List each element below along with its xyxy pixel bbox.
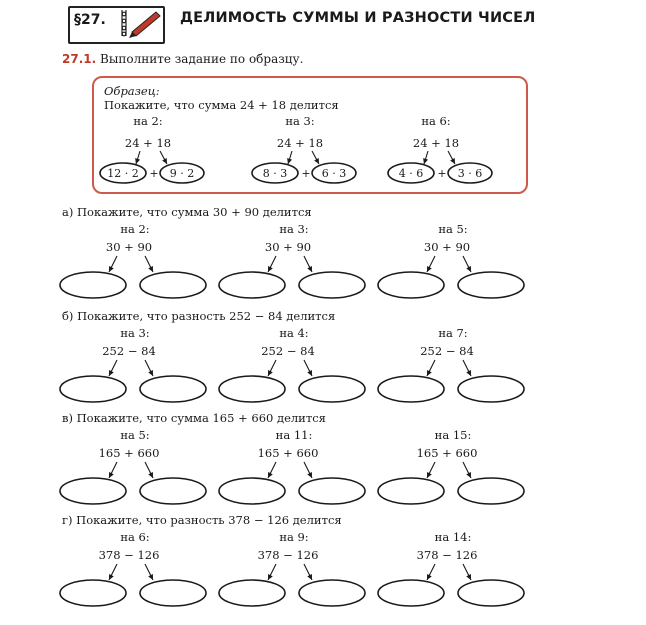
- answer-oval-right: [458, 376, 524, 402]
- part-arrow-left: [427, 462, 435, 478]
- answer-oval-left: [378, 478, 444, 504]
- answer-oval-left: [219, 272, 285, 298]
- answer-oval-left: [60, 376, 126, 402]
- part-arrow-left: [268, 462, 276, 478]
- answer-oval-right: [458, 580, 524, 606]
- part-expression: 30 + 90: [105, 240, 153, 254]
- answer-oval-left: [219, 478, 285, 504]
- example-divisor-label: на 3:: [285, 114, 315, 128]
- part-expression: 30 + 90: [423, 240, 471, 254]
- part-divisor-label: на 3:: [279, 222, 309, 236]
- part-arrow-right: [304, 256, 312, 272]
- answer-oval-left: [378, 580, 444, 606]
- answer-oval-left: [60, 272, 126, 298]
- part-expression: 378 − 126: [416, 548, 478, 562]
- section-number: §27.: [74, 12, 106, 28]
- part-expression: 165 + 660: [416, 446, 478, 460]
- part-title: г) Покажите, что разность 378 − 126 делится: [62, 513, 342, 527]
- part-divisor-label: на 3:: [120, 326, 150, 340]
- part-expression: 30 + 90: [264, 240, 312, 254]
- part-arrow-right: [145, 256, 153, 272]
- part-expression: 252 − 84: [420, 344, 474, 358]
- part-arrow-right: [463, 564, 471, 580]
- task-instruction: Выполните задание по образцу.: [100, 52, 304, 66]
- part-arrow-left: [109, 462, 117, 478]
- section-title: ДЕЛИМОСТЬ СУММЫ И РАЗНОСТИ ЧИСЕЛ: [180, 10, 536, 26]
- part-divisor-label: на 5:: [438, 222, 468, 236]
- part-expression: 252 − 84: [102, 344, 156, 358]
- part-arrow-left: [427, 360, 435, 376]
- part-expression: 165 + 660: [98, 446, 160, 460]
- answer-oval-left: [219, 580, 285, 606]
- example-plus-sign: +: [301, 167, 311, 180]
- answer-oval-right: [458, 272, 524, 298]
- part-arrow-right: [463, 360, 471, 376]
- part-divisor-label: на 15:: [434, 428, 472, 442]
- part-title: б) Покажите, что разность 252 − 84 делится: [62, 309, 336, 323]
- part-arrow-right: [304, 564, 312, 580]
- example-right-term: 3 · 6: [457, 167, 483, 180]
- example-arrow-left: [135, 151, 140, 164]
- example-divisor-label: на 6:: [421, 114, 451, 128]
- answer-oval-left: [378, 376, 444, 402]
- part-arrow-left: [268, 360, 276, 376]
- answer-oval-left: [219, 376, 285, 402]
- answer-oval-right: [299, 376, 365, 402]
- part-arrow-right: [463, 256, 471, 272]
- part-divisor-label: на 9:: [279, 530, 309, 544]
- example-expression: 24 + 18: [412, 136, 460, 150]
- part-title: в) Покажите, что сумма 165 + 660 делится: [62, 411, 326, 425]
- example-title: Образец:: [104, 84, 160, 98]
- part-arrow-right: [145, 462, 153, 478]
- answer-oval-right: [140, 376, 206, 402]
- example-arrow-left: [423, 151, 428, 164]
- part-divisor-label: на 11:: [275, 428, 313, 442]
- answer-oval-right: [140, 580, 206, 606]
- answer-oval-left: [60, 478, 126, 504]
- example-left-term: 8 · 3: [262, 167, 288, 180]
- answer-oval-right: [458, 478, 524, 504]
- part-arrow-left: [109, 564, 117, 580]
- answer-oval-right: [140, 478, 206, 504]
- part-divisor-label: на 5:: [120, 428, 150, 442]
- part-arrow-left: [268, 256, 276, 272]
- example-right-term: 9 · 2: [169, 167, 195, 180]
- answer-oval-right: [140, 272, 206, 298]
- part-title: а) Покажите, что сумма 30 + 90 делится: [62, 205, 312, 219]
- answer-oval-left: [60, 580, 126, 606]
- example-expression: 24 + 18: [276, 136, 324, 150]
- example-statement: Покажите, что сумма 24 + 18 делится: [104, 98, 339, 112]
- example-plus-sign: +: [149, 167, 159, 180]
- example-left-term: 12 · 2: [107, 167, 139, 180]
- answer-oval-right: [299, 272, 365, 298]
- example-plus-sign: +: [437, 167, 447, 180]
- task-number: 27.1.: [62, 52, 97, 66]
- example-arrow-left: [287, 151, 292, 164]
- part-arrow-left: [427, 564, 435, 580]
- part-expression: 378 − 126: [257, 548, 319, 562]
- example-arrow-right: [160, 151, 167, 164]
- example-left-term: 4 · 6: [398, 167, 424, 180]
- example-expression: 24 + 18: [124, 136, 172, 150]
- part-divisor-label: на 2:: [120, 222, 150, 236]
- part-arrow-right: [304, 360, 312, 376]
- example-arrow-right: [312, 151, 319, 164]
- example-arrow-right: [448, 151, 455, 164]
- part-arrow-left: [109, 256, 117, 272]
- part-arrow-left: [109, 360, 117, 376]
- answer-oval-right: [299, 478, 365, 504]
- part-arrow-left: [427, 256, 435, 272]
- part-expression: 378 − 126: [98, 548, 160, 562]
- part-arrow-right: [145, 564, 153, 580]
- part-arrow-right: [463, 462, 471, 478]
- part-expression: 165 + 660: [257, 446, 319, 460]
- part-divisor-label: на 4:: [279, 326, 309, 340]
- example-divisor-label: на 2:: [133, 114, 163, 128]
- answer-oval-right: [299, 580, 365, 606]
- part-arrow-right: [304, 462, 312, 478]
- part-arrow-right: [145, 360, 153, 376]
- part-arrow-left: [268, 564, 276, 580]
- part-divisor-label: на 7:: [438, 326, 468, 340]
- part-divisor-label: на 14:: [434, 530, 472, 544]
- answer-oval-left: [378, 272, 444, 298]
- example-right-term: 6 · 3: [321, 167, 347, 180]
- part-divisor-label: на 6:: [120, 530, 150, 544]
- part-expression: 252 − 84: [261, 344, 315, 358]
